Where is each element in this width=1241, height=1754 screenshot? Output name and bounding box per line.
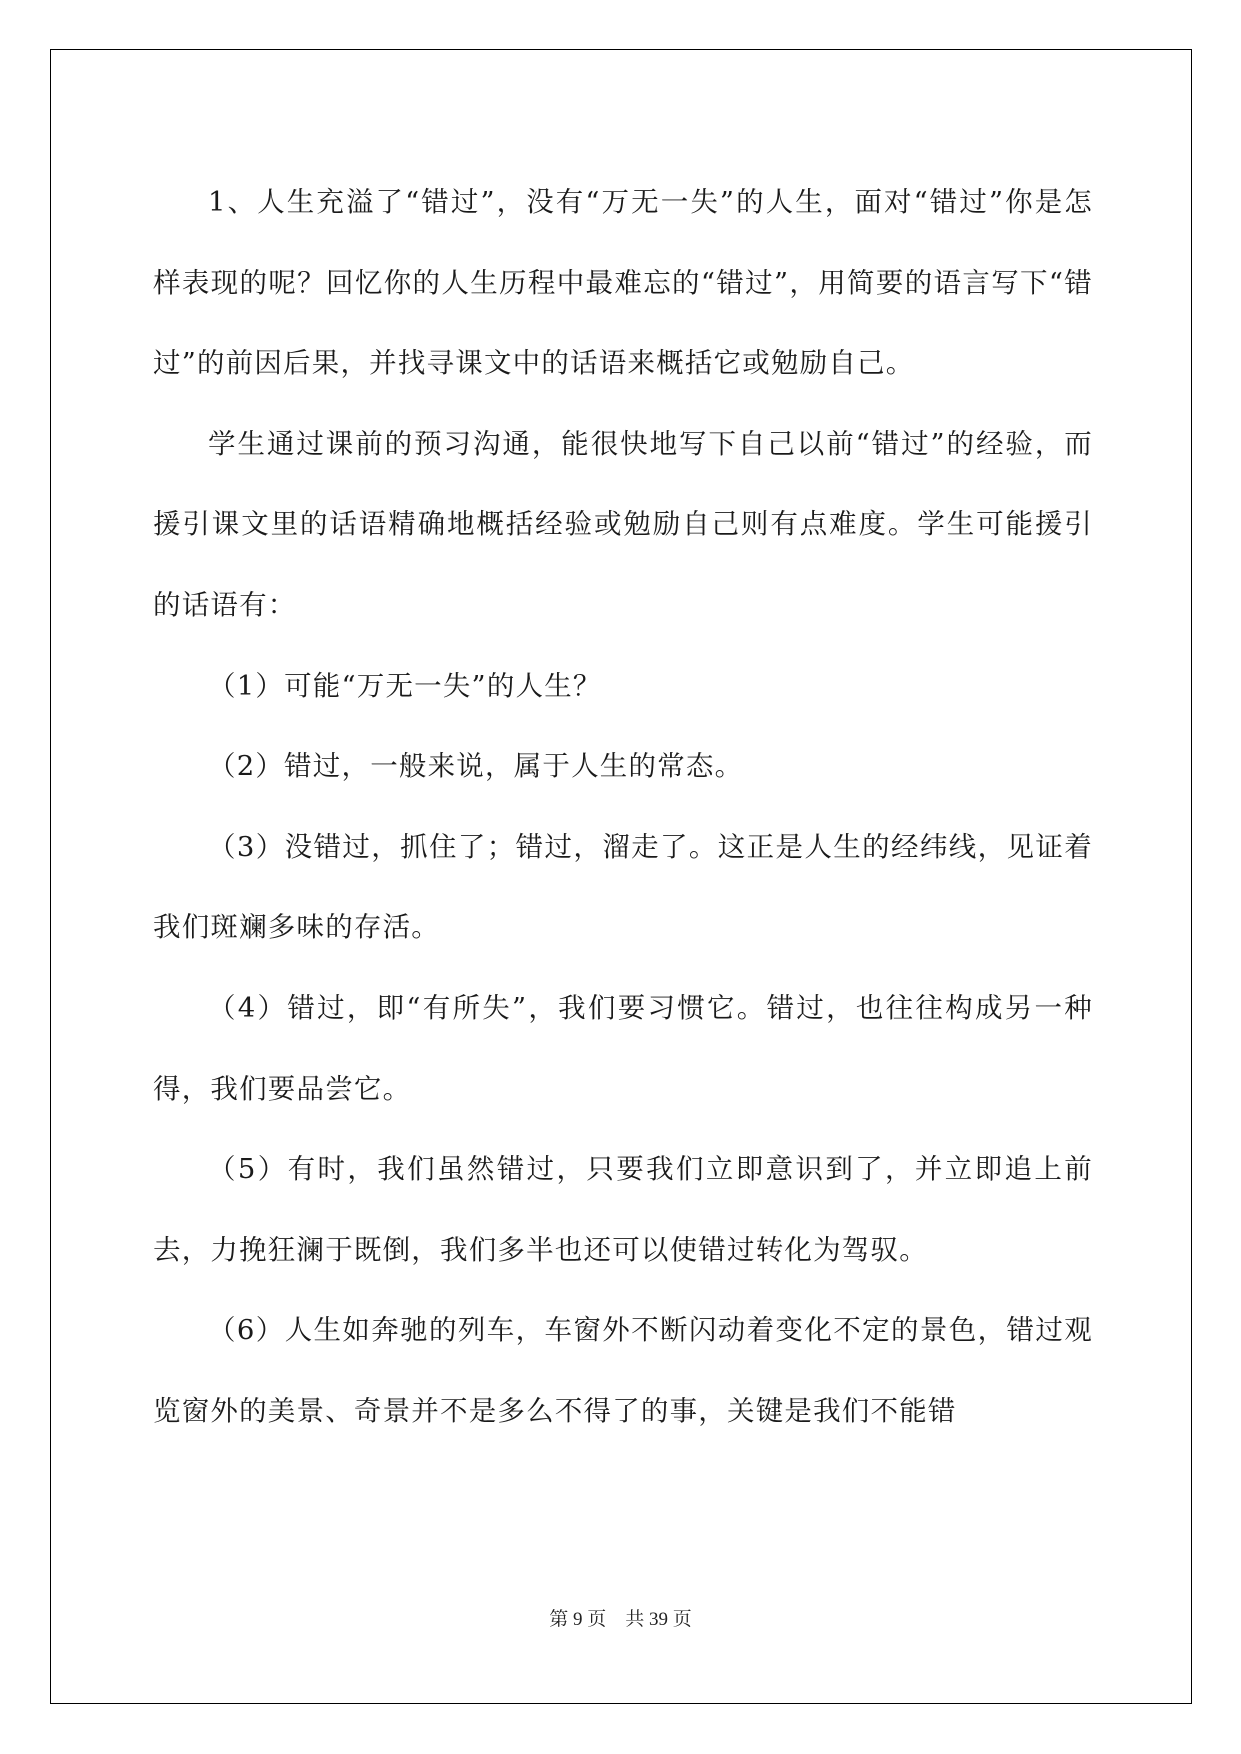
page-number-footer: [0, 1604, 1241, 1631]
paragraph-1: 1、人生充溢了“错过”，没有“万无一失”的人生，面对“错过”你是怎样表现的呢？回忆你的人生历程中最难忘的“错过”，用简要的语言写下“错过”的前因后果，并找寻课文中的话语来概括它或勉励自己。: [153, 186, 1093, 380]
quote-item-6: （6）人生如奔驰的列车，车窗外不断闪动着变化不定的景色，错过观览窗外的美景、奇景并不是多么不得了的事，关键是我们不能错: [153, 1314, 1093, 1427]
quote-item-5: （5）有时，我们虽然错过，只要我们立即意识到了，并立即追上前去，力挽狂澜于既倒，我们多半也还可以使错过转化为驾驭。: [153, 1153, 1093, 1266]
document-body: [153, 162, 1093, 1452]
quote-item-2: （2）错过，一般来说，属于人生的常态。: [208, 750, 744, 783]
paragraph-2: 学生通过课前的预习沟通，能很快地写下自己以前“错过”的经验，而援引课文里的话语精确地概括经验或勉励自己则有点难度。学生可能援引的话语有：: [153, 427, 1093, 621]
quote-item-1: （1）可能“万无一失”的人生？: [208, 669, 602, 702]
page-number-label: 第 9 页 共 39 页: [549, 1609, 692, 1630]
quote-item-3: （3）没错过，抓住了；错过，溜走了。这正是人生的经纬线，见证着我们斑斓多味的存活。: [153, 830, 1093, 944]
quote-item-4: （4）错过，即“有所失”，我们要习惯它。错过，也往往构成另一种得，我们要品尝它。: [153, 991, 1093, 1105]
